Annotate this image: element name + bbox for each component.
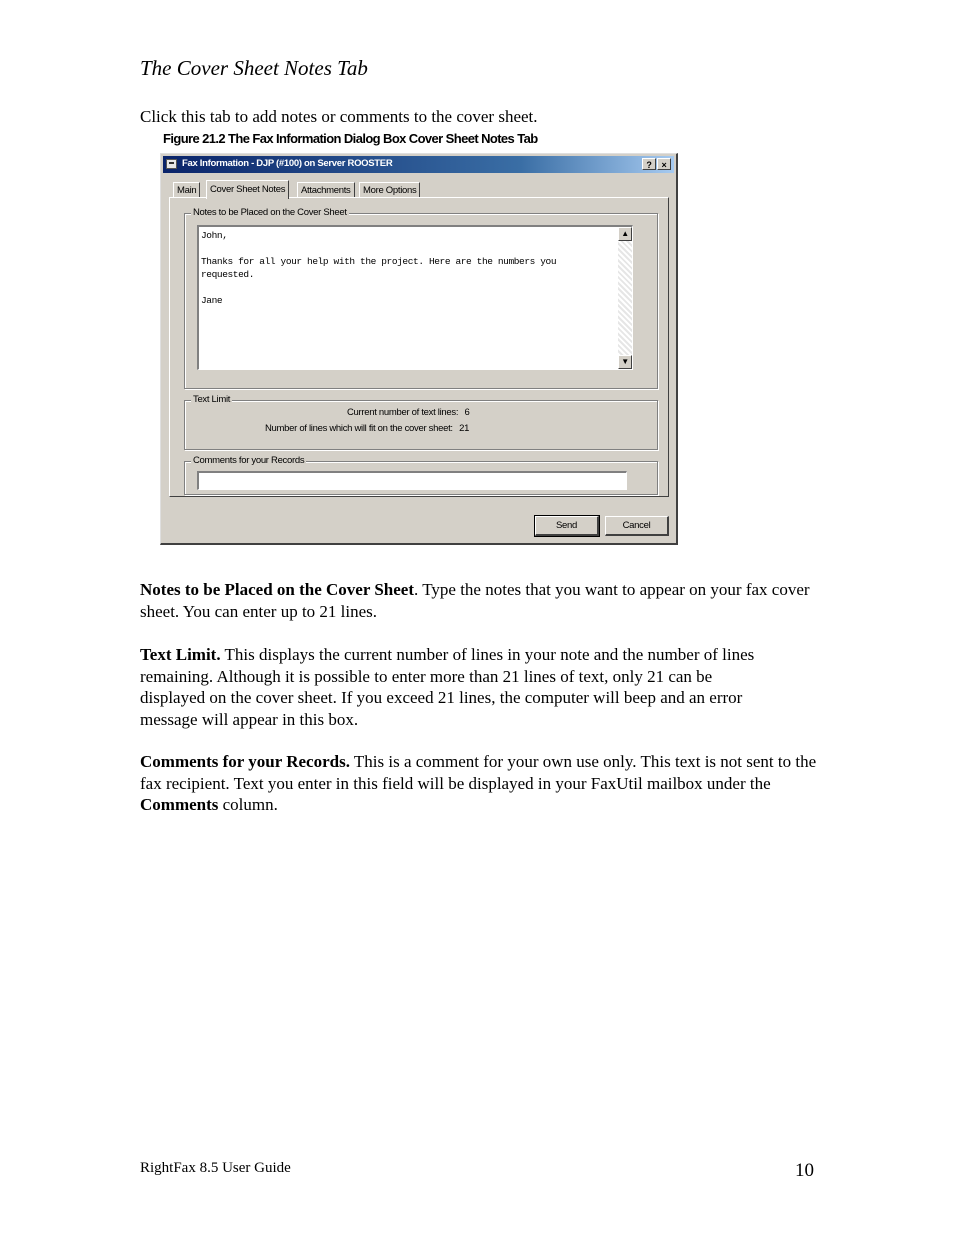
paragraph-notes-lead: Notes to be Placed on the Cover Sheet — [140, 580, 415, 599]
notes-textarea[interactable] — [197, 225, 633, 370]
tab-attachments[interactable]: Attachments — [297, 182, 355, 197]
intro-text: Click this tab to add notes or comments to the cover sheet. — [140, 107, 538, 126]
notes-group — [184, 207, 658, 389]
send-button[interactable]: Send — [535, 516, 599, 536]
lines-fit-label: Number of lines which will fit on the cover sheet: — [265, 423, 453, 434]
current-lines-row — [347, 407, 470, 418]
dialog-title: Fax Information - DJP (#100) on Server ROOSTER — [182, 158, 393, 169]
scroll-up-icon[interactable]: ▲ — [618, 227, 632, 241]
lines-fit-row — [265, 423, 469, 434]
notes-group-label: Notes to be Placed on the Cover Sheet — [193, 207, 347, 218]
help-button[interactable]: ? — [642, 158, 656, 170]
notes-text: John, Thanks for all your help with the project. Here are the numbers you requested. Jane — [201, 230, 557, 306]
dialog-titlebar — [163, 156, 674, 173]
tab-cover-sheet-notes[interactable]: Cover Sheet Notes — [206, 180, 289, 199]
notes-scrollbar[interactable] — [618, 227, 632, 369]
cancel-button[interactable]: Cancel — [605, 516, 669, 536]
scroll-down-icon[interactable]: ▼ — [618, 355, 632, 369]
lines-fit-value: 21 — [459, 423, 470, 434]
comments-group — [184, 455, 658, 495]
paragraph-comments-tail: column. — [218, 795, 278, 814]
cover-sheet-notes-panel — [169, 197, 669, 497]
paragraph-comments-bold: Comments — [140, 795, 219, 814]
paragraph-comments — [140, 751, 830, 816]
tab-strip — [171, 180, 471, 198]
current-lines-value: 6 — [464, 407, 470, 418]
paragraph-notes — [140, 579, 830, 622]
tab-main[interactable]: Main — [173, 182, 200, 197]
current-lines-label: Current number of text lines: — [347, 407, 459, 418]
text-limit-group — [184, 394, 658, 450]
paragraph-notes-text: . Type the notes that you want to appear on your fax cover sheet. You can enter up to 21 lines. — [140, 580, 810, 621]
fax-information-dialog — [160, 153, 678, 545]
figure-caption: Figure 21.2 The Fax Information Dialog Box Cover Sheet Notes Tab — [163, 131, 538, 146]
footer-doc-title: RightFax 8.5 User Guide — [140, 1160, 291, 1176]
paragraph-text-limit-lead: Text Limit. — [140, 645, 221, 664]
page-number: 10 — [795, 1160, 814, 1181]
close-icon[interactable]: × — [657, 158, 671, 170]
text-limit-group-label: Text Limit — [193, 394, 231, 405]
paragraph-text-limit — [140, 644, 765, 730]
comments-group-label: Comments for your Records — [193, 455, 305, 466]
paragraph-comments-text: This is a comment for your own use only. This text is not sent to the fax recipient. Text you enter in this field will be displayed in your FaxUtil mailbox under the — [140, 752, 817, 793]
paragraph-text-limit-text: This displays the current number of lines in your note and the number of lines remaining. Although it is possible to enter more than 21 lines of text, only 21 can be displayed on the cover sheet. If you exceed 21 lines, the computer will beep and an error message will appear in this box. — [140, 645, 755, 729]
paragraph-comments-lead: Comments for your Records. — [140, 752, 350, 771]
tab-more-options[interactable]: More Options — [359, 182, 420, 197]
comments-input[interactable] — [197, 471, 627, 490]
fax-app-icon — [166, 159, 177, 169]
section-heading: The Cover Sheet Notes Tab — [140, 56, 368, 80]
